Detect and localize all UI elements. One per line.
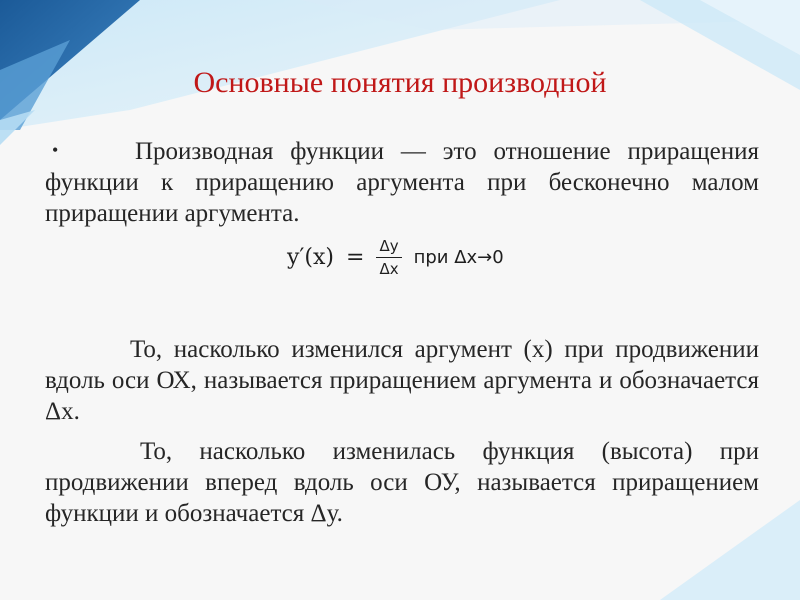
paragraph-definition-text: Производная функции — это отношение приращения функции к приращению аргумента при бесконечно малом приращении аргумента.	[45, 138, 759, 227]
formula-denominator: Δx	[379, 259, 399, 278]
paragraph-function-increment-text: То, насколько изменилась функция (высота) при продвижении вперед вдоль оси ОУ, называется приращением функции и обозначается Δу.	[45, 438, 759, 527]
slide-title: Основные понятия производной	[193, 66, 607, 99]
formula-condition: при Δx→0	[413, 246, 504, 268]
formula-numerator: Δy	[379, 236, 399, 255]
paragraph-argument-increment-text: То, насколько изменился аргумент (х) при продвижении вдоль оси ОХ, называется приращением аргумента и обозначается Δх.	[45, 336, 759, 425]
paragraph-function-increment	[45, 436, 759, 529]
paragraph-argument-increment	[45, 334, 759, 427]
paragraph-definition	[45, 136, 759, 229]
formula-equals: =	[346, 244, 365, 270]
derivative-formula	[287, 232, 504, 282]
formula-fraction	[376, 237, 401, 278]
formula-lhs: y′(x)	[287, 244, 334, 270]
bullet-marker: •	[52, 140, 59, 160]
